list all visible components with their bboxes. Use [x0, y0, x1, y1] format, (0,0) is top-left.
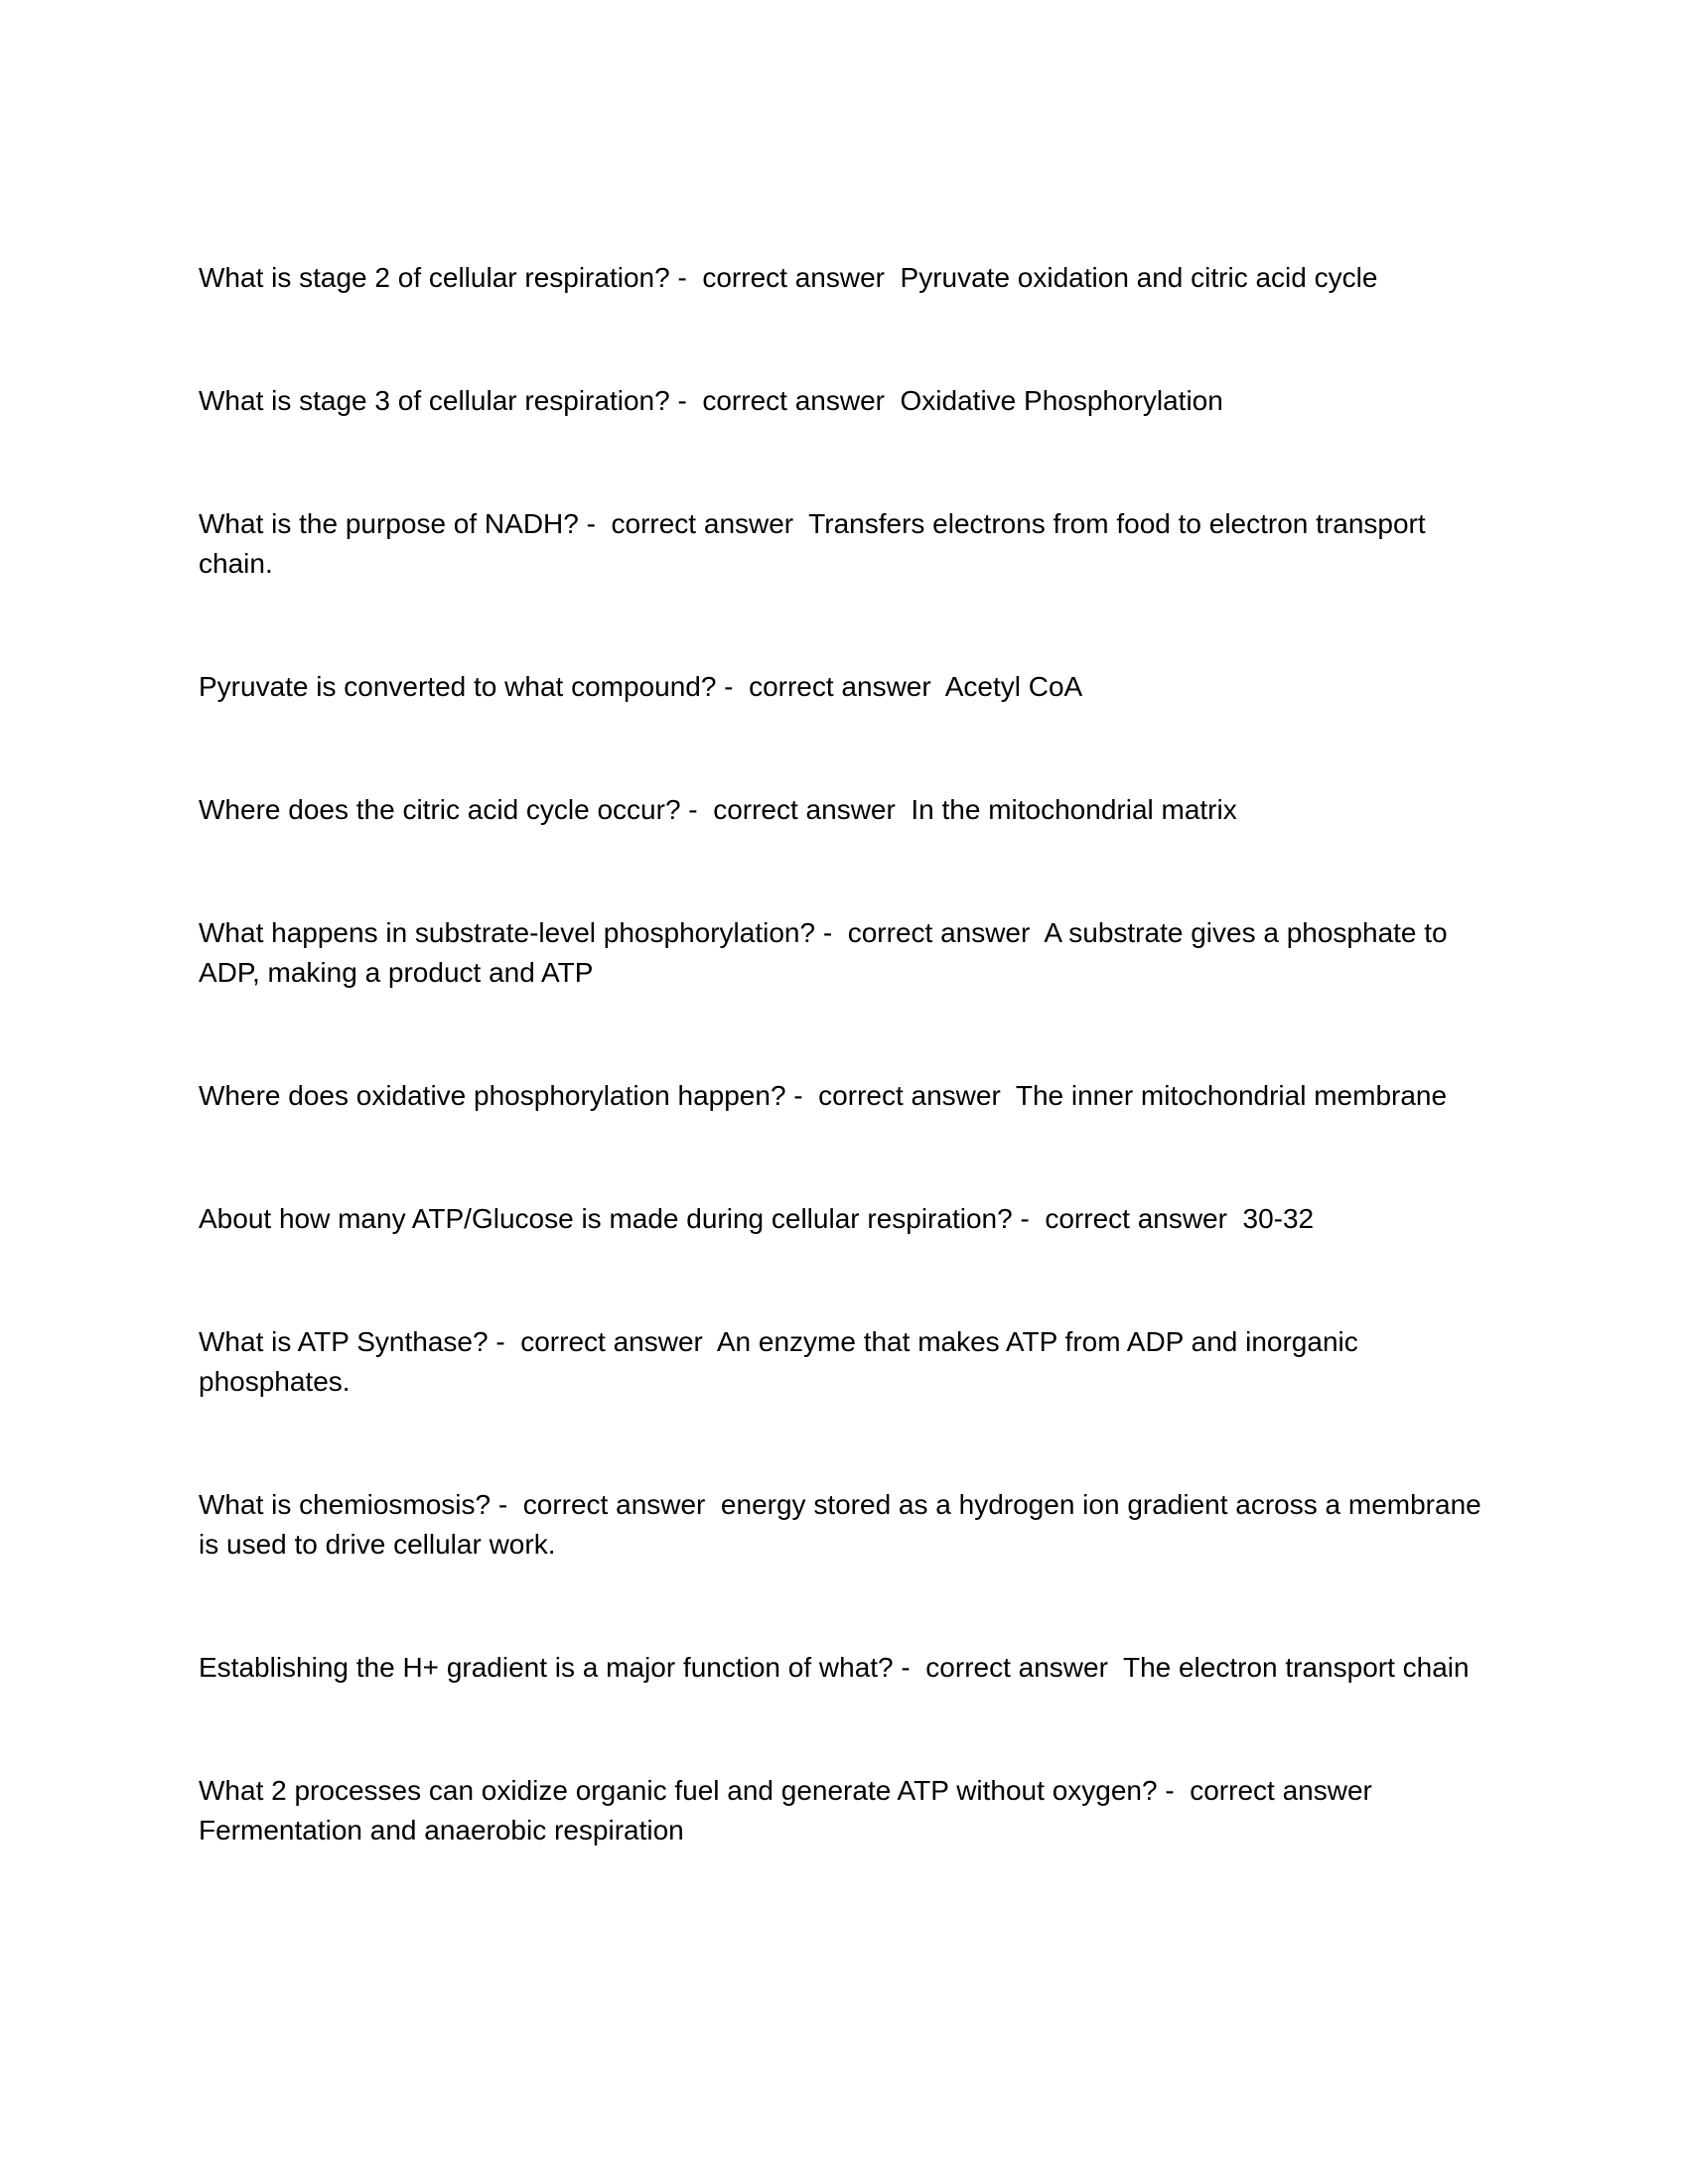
qa-question: Where does oxidative phosphorylation happen? [199, 1080, 786, 1111]
qa-answer: A substrate gives a phosphate to ADP, making a product and ATP [199, 917, 1454, 988]
qa-question: What is stage 3 of cellular respiration? [199, 385, 670, 416]
qa-item [199, 1199, 1489, 1239]
qa-separator: - [716, 671, 742, 702]
qa-answer-label: correct answer [603, 508, 801, 539]
qa-question: Establishing the H+ gradient is a major function of what? [199, 1652, 894, 1683]
qa-question: What happens in substrate-level phosphorylation? [199, 917, 816, 948]
qa-answer: Acetyl CoA [938, 671, 1083, 702]
qa-item [199, 1322, 1489, 1402]
qa-item [199, 667, 1489, 707]
qa-separator: - [1157, 1775, 1183, 1806]
qa-question: What is stage 2 of cellular respiration? [199, 262, 670, 293]
qa-answer: energy stored as a hydrogen ion gradient across a membrane is used to drive cellular work. [199, 1489, 1489, 1560]
qa-separator: - [491, 1489, 515, 1520]
qa-answer: An enzyme that makes ATP from ADP and inorganic phosphates. [199, 1326, 1366, 1397]
qa-separator: - [815, 917, 840, 948]
qa-answer: The electron transport chain [1115, 1652, 1470, 1683]
qa-answer: Pyruvate oxidation and citric acid cycle [892, 262, 1378, 293]
qa-answer: Oxidative Phosphorylation [892, 385, 1223, 416]
qa-item [199, 790, 1489, 830]
qa-separator: - [669, 385, 695, 416]
qa-question: What is the purpose of NADH? [199, 508, 579, 539]
qa-separator: - [785, 1080, 811, 1111]
qa-answer-label: correct answer [512, 1326, 711, 1357]
qa-question: What is chemiosmosis? [199, 1489, 492, 1520]
qa-separator: - [669, 262, 695, 293]
qa-answer-label: correct answer [1182, 1775, 1380, 1806]
qa-item [199, 1076, 1489, 1116]
qa-item [199, 381, 1489, 421]
qa-separator: - [578, 508, 604, 539]
qa-answer-label: correct answer [917, 1652, 1116, 1683]
qa-separator: - [488, 1326, 513, 1357]
qa-answer-label: correct answer [514, 1489, 714, 1520]
qa-separator: - [680, 794, 706, 825]
qa-answer-label: correct answer [810, 1080, 1009, 1111]
qa-answer-label: correct answer [694, 262, 893, 293]
qa-item [199, 1485, 1489, 1565]
qa-question: What 2 processes can oxidize organic fuel and generate ATP without oxygen? [199, 1775, 1158, 1806]
qa-answer-label: correct answer [1037, 1203, 1235, 1234]
qa-answer-label: correct answer [741, 671, 939, 702]
qa-item [199, 913, 1489, 993]
qa-answer-label: correct answer [839, 917, 1039, 948]
qa-item [199, 1648, 1489, 1688]
qa-separator: - [893, 1652, 918, 1683]
qa-answer: In the mitochondrial matrix [903, 794, 1237, 825]
qa-answer-label: correct answer [694, 385, 893, 416]
qa-answer: Fermentation and anaerobic respiration [199, 1775, 1388, 1845]
qa-question: What is ATP Synthase? [199, 1326, 489, 1357]
qa-item [199, 504, 1489, 584]
qa-answer: Transfers electrons from food to electron transport chain. [199, 508, 1434, 579]
qa-answer: The inner mitochondrial membrane [1008, 1080, 1448, 1111]
qa-list [199, 258, 1489, 1934]
qa-question: Pyruvate is converted to what compound? [199, 671, 717, 702]
qa-answer: 30-32 [1234, 1203, 1315, 1234]
qa-separator: - [1012, 1203, 1038, 1234]
qa-item [199, 258, 1489, 298]
qa-question: About how many ATP/Glucose is made during cellular respiration? [199, 1203, 1013, 1234]
qa-answer-label: correct answer [705, 794, 904, 825]
qa-item [199, 1771, 1489, 1850]
qa-question: Where does the citric acid cycle occur? [199, 794, 681, 825]
